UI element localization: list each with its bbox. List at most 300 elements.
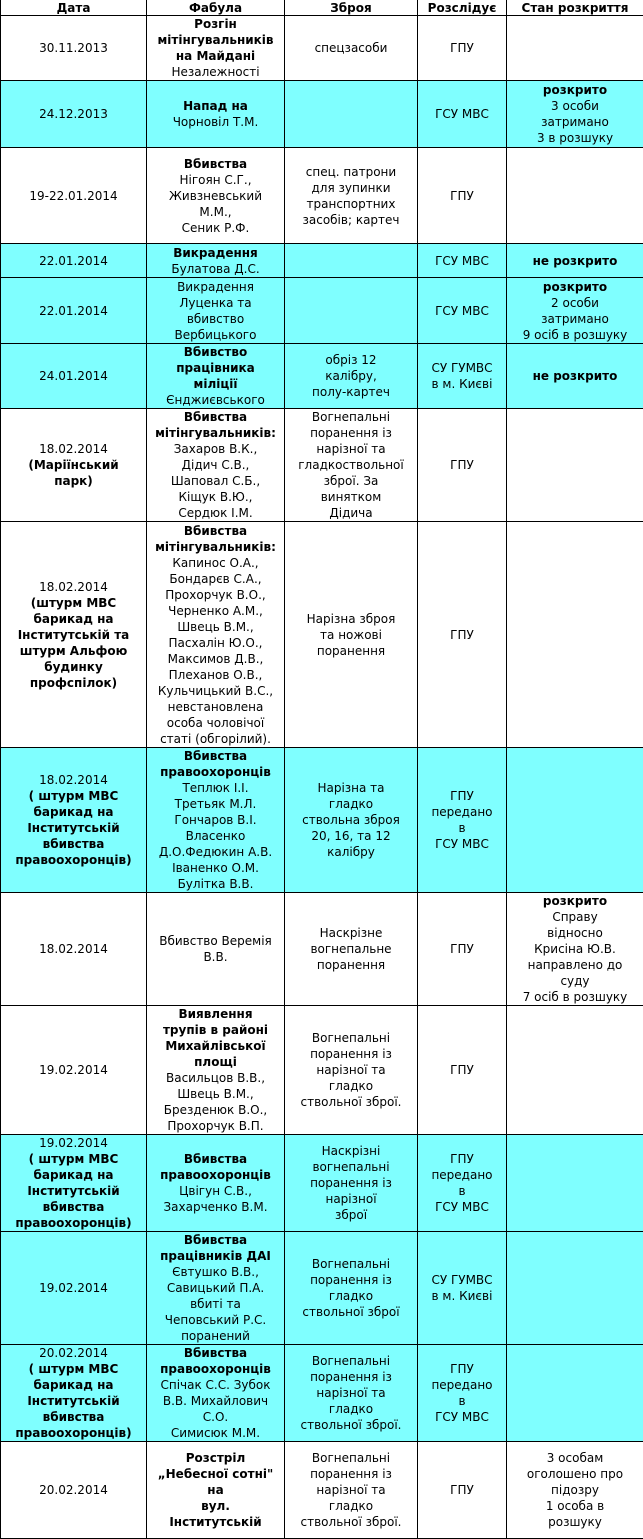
- cell-investigator-line: передано: [431, 1168, 493, 1182]
- table-row: [1, 1442, 643, 1539]
- cell-fabula-line: правоохоронців: [160, 1168, 271, 1182]
- cell-weapon: [285, 409, 418, 522]
- cell-date: [1, 344, 147, 409]
- cell-investigator: [418, 244, 507, 278]
- cell-fabula-line: статі (обгорілий).: [160, 731, 271, 746]
- cell-weapon-line: та ножові: [320, 627, 382, 642]
- cell-weapon-line: зброї. За: [323, 474, 379, 488]
- cell-date-line: 22.01.2014: [39, 253, 108, 268]
- cell-date-line: 19.02.2014: [39, 1063, 108, 1077]
- cell-fabula-line: Вбивство: [183, 345, 248, 359]
- cell-date-line: 22.01.2014: [39, 303, 108, 318]
- cell-fabula-line: В.В.: [203, 950, 228, 964]
- cell-fabula: [147, 1006, 285, 1135]
- cell-fabula: [147, 1345, 285, 1442]
- cell-weapon-line: поранення: [316, 643, 386, 658]
- cell-fabula-line: Вбивство Веремія: [159, 934, 272, 948]
- cell-date: [1, 1345, 147, 1442]
- cell-weapon-line: Наскрізні: [321, 1144, 381, 1158]
- cell-date: [1, 148, 147, 244]
- cell-fabula-line: Нігоян С.Г.,: [179, 172, 252, 187]
- cell-weapon: [285, 1006, 418, 1135]
- cell-fabula-line: Плеханов О.В.,: [168, 667, 263, 682]
- table-body: [1, 16, 643, 1539]
- cell-weapon-line: для зупинки: [311, 180, 391, 195]
- cell-weapon-line: поранення із: [310, 426, 392, 440]
- cell-investigator: [418, 1345, 507, 1442]
- cell-weapon-line: гладко: [328, 1079, 374, 1093]
- cell-status-line: відносно: [547, 926, 603, 940]
- cell-fabula-line: Вербицького: [174, 327, 257, 342]
- cell-fabula: [147, 1232, 285, 1345]
- cell-date: [1, 1006, 147, 1135]
- cell-investigator-line: в м. Києві: [431, 377, 493, 391]
- cell-fabula-line: правоохоронців: [160, 1362, 271, 1376]
- cell-status-line: розкрито: [542, 279, 608, 294]
- cell-status-line: 3 в розшуку: [536, 131, 614, 145]
- cell-date-line: барикад на: [33, 1168, 114, 1182]
- cell-fabula: [147, 409, 285, 522]
- cell-status: [507, 748, 643, 893]
- table-row: [1, 278, 643, 344]
- cell-fabula-line: Напад на: [183, 99, 248, 113]
- cell-investigator-line: в: [458, 821, 466, 835]
- cell-weapon-line: ствольної зброї.: [300, 1515, 402, 1529]
- cell-investigator: [418, 278, 507, 344]
- cell-fabula-line: Шаповал С.Б.,: [170, 474, 261, 488]
- cell-date-line: 19-22.01.2014: [29, 188, 118, 203]
- cell-fabula-line: Сеник Р.Ф.: [181, 220, 250, 235]
- cell-weapon-line: винятком: [320, 490, 382, 504]
- cell-investigator-line: ГСУ МВС: [435, 1410, 489, 1424]
- cell-status: [507, 81, 643, 148]
- cell-fabula-line: Захаров В.К.,: [173, 442, 258, 456]
- cell-date-line: (штурм МВС: [30, 595, 117, 610]
- cell-fabula-line: Вбивства: [183, 1152, 248, 1166]
- cell-fabula-line: Булатова Д.С.: [171, 261, 260, 276]
- cell-fabula: [147, 81, 285, 148]
- cell-date-line: 20.02.2014: [39, 1483, 108, 1497]
- cell-investigator-line: ГПУ: [450, 1152, 474, 1166]
- cell-investigator: [418, 148, 507, 244]
- cell-date-line: правоохоронців): [15, 1216, 132, 1230]
- table-row: [1, 244, 643, 278]
- cell-investigator-line: ГСУ МВС: [435, 107, 489, 121]
- cell-date-line: 30.11.2013: [39, 41, 108, 55]
- cell-fabula: [147, 748, 285, 893]
- cell-fabula-line: Розстріл: [185, 1451, 246, 1465]
- cell-date: [1, 522, 147, 748]
- cell-status-line: 3 особам: [546, 1451, 604, 1465]
- cell-date-line: вбивства: [42, 837, 105, 851]
- cell-weapon-line: поранення із: [310, 1176, 392, 1190]
- cell-fabula-line: Викрадення: [177, 279, 254, 294]
- cell-investigator: [418, 409, 507, 522]
- cell-fabula-line: Швець В.М.,: [177, 1087, 254, 1101]
- cell-fabula: [147, 278, 285, 344]
- cell-fabula: [147, 522, 285, 748]
- cell-weapon: [285, 522, 418, 748]
- cell-date-line: ( штурм МВС: [28, 1362, 119, 1376]
- cell-fabula: [147, 148, 285, 244]
- cell-date: [1, 409, 147, 522]
- cell-fabula-line: трупів в районі: [162, 1023, 269, 1037]
- cell-weapon: [285, 148, 418, 244]
- cell-investigator-line: ГСУ МВС: [435, 253, 489, 268]
- cell-investigator: [418, 522, 507, 748]
- cell-fabula-line: Гончаров В.І.: [174, 813, 257, 827]
- cell-investigator: [418, 1442, 507, 1539]
- cell-date: [1, 16, 147, 81]
- cell-weapon-line: ствольної зброї.: [300, 1418, 402, 1432]
- cell-fabula-line: мітінгувальників:: [155, 539, 276, 554]
- cell-fabula-line: Чеповський Р.С.: [164, 1313, 267, 1327]
- header-status: Стан розкриття: [507, 0, 643, 16]
- cell-fabula-line: Захарченко В.М.: [163, 1200, 268, 1214]
- cell-investigator-line: ГПУ: [450, 1063, 474, 1077]
- cell-investigator: [418, 16, 507, 81]
- cell-investigator-line: в: [458, 1394, 466, 1408]
- table-row: [1, 1345, 643, 1442]
- cell-fabula-line: Савицький П.А.: [166, 1281, 265, 1295]
- cell-status: [507, 1006, 643, 1135]
- cell-investigator: [418, 1006, 507, 1135]
- cell-date-line: 20.02.2014: [39, 1346, 108, 1360]
- cell-date: [1, 1442, 147, 1539]
- cell-weapon-line: транспортних: [306, 196, 396, 211]
- cell-weapon-line: Вогнепальні: [311, 1354, 391, 1368]
- cell-weapon-line: калібру,: [325, 369, 377, 383]
- table-row: [1, 748, 643, 893]
- cell-weapon-line: спец. патрони: [305, 164, 397, 179]
- cell-fabula-line: Сердюк І.М.: [178, 506, 253, 520]
- cell-weapon-line: поранення із: [310, 1047, 392, 1061]
- cell-fabula-line: правоохоронців: [160, 765, 271, 779]
- cell-fabula-line: Кіщук В.Ю.,: [178, 490, 253, 504]
- cell-date-line: барикад на: [33, 805, 114, 819]
- cell-status-line: суду: [560, 974, 590, 988]
- header-row: [1, 0, 643, 16]
- cell-fabula-line: Третьяк М.Л.: [174, 797, 257, 811]
- cell-fabula-line: „Небесної сотні": [157, 1467, 274, 1481]
- cell-date-line: 18.02.2014: [39, 942, 108, 956]
- cell-weapon-line: поранення: [316, 958, 386, 972]
- cell-fabula-line: Булітка В.В.: [177, 877, 254, 891]
- cell-status-line: оголошено про: [526, 1467, 624, 1481]
- cell-status: [507, 148, 643, 244]
- cell-status: [507, 522, 643, 748]
- cell-investigator-line: ГСУ МВС: [435, 1200, 489, 1214]
- table-row: [1, 344, 643, 409]
- cell-investigator: [418, 1135, 507, 1232]
- cell-fabula-line: Черненко А.М.,: [168, 603, 263, 618]
- cell-investigator-line: СУ ГУМВС: [431, 1273, 493, 1287]
- table-row: [1, 1232, 643, 1345]
- cell-status-line: 9 осіб в розшуку: [522, 327, 628, 342]
- cell-status: [507, 16, 643, 81]
- cell-date-line: 19.02.2014: [39, 1281, 108, 1295]
- cell-weapon: [285, 1442, 418, 1539]
- cell-weapon-line: Нарізна зброя: [306, 611, 396, 626]
- cell-fabula-line: Брезденюк В.О.,: [163, 1103, 268, 1117]
- cell-investigator-line: ГПУ: [450, 1483, 474, 1497]
- cell-fabula-line: М.М.,: [199, 204, 232, 219]
- cell-weapon-line: ствольної зброї: [302, 1305, 400, 1319]
- cell-fabula-line: Вбивства: [183, 749, 248, 763]
- cell-status-line: підозру: [551, 1483, 599, 1497]
- cell-status-line: 1 особа в: [545, 1499, 605, 1513]
- cell-weapon: [285, 748, 418, 893]
- cell-weapon-line: нарізної та: [316, 1386, 386, 1400]
- cell-weapon: [285, 16, 418, 81]
- cell-weapon-line: ствольної зброї.: [300, 1095, 402, 1109]
- cell-fabula-line: Цвігун С.В.,: [179, 1184, 252, 1198]
- cell-status-line: не розкрито: [532, 253, 618, 268]
- cell-investigator: [418, 893, 507, 1006]
- cell-fabula-line: площі: [194, 1055, 237, 1069]
- cell-date-line: Інститутській: [27, 821, 120, 835]
- cell-weapon-line: обріз 12: [325, 353, 377, 367]
- cell-fabula-line: Прохорчук В.П.: [167, 1119, 264, 1133]
- cell-date-line: правоохоронців): [15, 1426, 132, 1440]
- cell-fabula-line: Іваненко О.М.: [172, 861, 259, 875]
- cell-weapon-line: Вогнепальні: [311, 410, 391, 424]
- cell-status: [507, 1442, 643, 1539]
- cell-fabula-line: Вбивства: [183, 1346, 248, 1360]
- cell-status: [507, 1232, 643, 1345]
- table-row: [1, 1135, 643, 1232]
- cell-fabula-line: Кульчицький В.С.,: [157, 683, 274, 698]
- cell-date-line: 24.12.2013: [39, 107, 108, 121]
- cell-date: [1, 748, 147, 893]
- cell-fabula-line: мітінгувальників: [157, 33, 274, 47]
- cell-investigator-line: ГСУ МВС: [435, 303, 489, 318]
- cell-weapon-line: гладко: [328, 1402, 374, 1416]
- cell-date-line: правоохоронців): [15, 853, 132, 867]
- cell-fabula-line: на Майдані: [175, 49, 256, 63]
- cell-fabula-line: вбивство: [186, 311, 245, 326]
- cell-weapon-line: нарізної та: [316, 1483, 386, 1497]
- cell-fabula-line: Бондарєв С.А.,: [169, 571, 262, 586]
- cell-investigator-line: в м. Києві: [431, 1289, 493, 1303]
- cell-fabula-line: Луценка та: [179, 295, 252, 310]
- cell-investigator-line: ГПУ: [450, 789, 474, 803]
- cell-fabula: [147, 1135, 285, 1232]
- cell-weapon-line: зброї: [334, 1208, 368, 1222]
- cell-status-line: не розкрито: [532, 369, 618, 383]
- cell-status-line: 2 особи: [551, 295, 599, 310]
- cell-status-line: розкрито: [542, 894, 608, 908]
- cell-fabula-line: Виявлення: [178, 1007, 253, 1021]
- cell-date-line: вбивства: [42, 1410, 105, 1424]
- cell-fabula-line: Максимов Д.В.,: [167, 651, 264, 666]
- cell-weapon-line: Вогнепальні: [311, 1451, 391, 1465]
- cell-fabula-line: Чорновіл Т.М.: [172, 115, 259, 129]
- cell-investigator-line: ГПУ: [450, 1362, 474, 1376]
- cell-weapon-line: гладко: [328, 1289, 374, 1303]
- cell-date: [1, 81, 147, 148]
- table-row: [1, 522, 643, 748]
- cell-date-line: (Маріїнський: [28, 458, 119, 472]
- cell-investigator-line: передано: [431, 805, 493, 819]
- cell-weapon-line: Вогнепальні: [311, 1257, 391, 1271]
- table-row: [1, 409, 643, 522]
- cell-weapon-line: вогнепальне: [310, 942, 392, 956]
- cell-fabula-line: Швець В.М.,: [177, 619, 254, 634]
- cell-date: [1, 893, 147, 1006]
- cell-fabula-line: Теплюк І.І.: [182, 781, 249, 795]
- cell-date: [1, 1135, 147, 1232]
- table-row: [1, 1006, 643, 1135]
- cell-fabula-line: Власенко: [185, 829, 246, 843]
- cell-weapon-line: гладко: [328, 1499, 374, 1513]
- cell-fabula-line: В.В. Михайлович: [162, 1394, 269, 1408]
- cell-date-line: профспілок): [29, 675, 118, 690]
- header-fabula: Фабула: [147, 0, 285, 16]
- cell-fabula-line: невстановлена: [167, 699, 264, 714]
- cell-fabula-line: Розгін: [194, 17, 237, 31]
- cell-weapon-line: нарізної: [325, 1192, 377, 1206]
- cell-date-line: барикад на: [33, 1378, 114, 1392]
- cell-weapon-line: нарізної та: [316, 1063, 386, 1077]
- cell-date: [1, 1232, 147, 1345]
- cell-date-line: Інститутській та: [17, 627, 130, 642]
- cell-fabula-line: Капинос О.А.,: [172, 555, 259, 570]
- cell-weapon-line: поранення із: [310, 1273, 392, 1287]
- cell-date: [1, 244, 147, 278]
- cell-fabula-line: Незалежності: [171, 65, 260, 79]
- cell-fabula: [147, 893, 285, 1006]
- cell-weapon-line: 20, 16, та 12: [311, 829, 391, 843]
- cell-investigator: [418, 1232, 507, 1345]
- cell-status-line: затримано: [541, 115, 609, 129]
- cell-weapon-line: Нарізна та: [317, 781, 385, 795]
- table-row: [1, 893, 643, 1006]
- cell-fabula-line: Вбивства: [183, 523, 248, 538]
- cell-status: [507, 344, 643, 409]
- cell-weapon-line: Вогнепальні: [311, 1031, 391, 1045]
- cell-fabula-line: міліції: [193, 377, 238, 391]
- cell-weapon: [285, 1135, 418, 1232]
- cell-weapon-line: засобів; картеч: [302, 212, 400, 227]
- cell-date-line: 24.01.2014: [39, 369, 108, 383]
- cell-fabula-line: Д.О.Федюкин А.В.: [158, 845, 273, 859]
- cell-fabula-line: Вбивства: [183, 410, 248, 424]
- cell-date-line: вбивства: [42, 1200, 105, 1214]
- cell-date-line: ( штурм МВС: [28, 789, 119, 803]
- header-investigator: Розслідує: [418, 0, 507, 16]
- cell-status-line: направлено до: [527, 958, 623, 972]
- table-row: [1, 81, 643, 148]
- cell-investigator-line: ГПУ: [450, 458, 474, 472]
- cell-investigator-line: ГСУ МВС: [435, 837, 489, 851]
- cell-fabula-line: Єнджиєвського: [166, 393, 265, 407]
- cell-weapon-line: ствольна зброя: [302, 813, 400, 827]
- cell-fabula-line: Симисюк М.М.: [170, 1426, 261, 1440]
- cell-date-line: 19.02.2014: [39, 1136, 108, 1150]
- cell-fabula-line: Пасхалін Ю.О.,: [168, 635, 263, 650]
- cell-status-line: розкрито: [542, 83, 608, 97]
- cell-fabula: [147, 244, 285, 278]
- cell-status: [507, 893, 643, 1006]
- cell-fabula-line: працівників ДАІ: [160, 1249, 271, 1263]
- cell-fabula-line: Інститутській: [169, 1515, 262, 1529]
- cell-fabula: [147, 1442, 285, 1539]
- table-row: [1, 148, 643, 244]
- cell-fabula-line: поранений: [181, 1329, 250, 1343]
- cell-weapon: [285, 81, 418, 148]
- cell-date-line: барикад на: [33, 611, 114, 626]
- cell-fabula-line: Спічак С.С. Зубок: [160, 1378, 271, 1392]
- cell-fabula-line: працівника: [176, 361, 255, 375]
- cell-fabula-line: Михайлівської: [165, 1039, 266, 1053]
- cell-status-line: розшуку: [548, 1515, 602, 1529]
- cell-investigator-line: ГПУ: [450, 627, 474, 642]
- cell-fabula-line: мітінгувальників:: [155, 426, 276, 440]
- cell-fabula-line: Дідич С.В.,: [181, 458, 250, 472]
- cell-status: [507, 278, 643, 344]
- cell-weapon-line: полу-картеч: [312, 385, 390, 399]
- cell-investigator-line: в: [458, 1184, 466, 1198]
- cell-weapon-line: гладкоствольної: [298, 458, 404, 472]
- cell-weapon: [285, 1232, 418, 1345]
- cell-date-line: парк): [54, 474, 93, 488]
- cell-fabula-line: Вбивства: [183, 156, 248, 171]
- cell-investigator-line: ГПУ: [450, 41, 474, 55]
- cell-fabula-line: Прохорчук В.О.,: [165, 587, 266, 602]
- cell-status-line: 3 особи: [551, 99, 599, 113]
- cell-status-line: 7 осіб в розшуку: [522, 990, 628, 1004]
- cell-date-line: Інститутській: [27, 1394, 120, 1408]
- cell-fabula-line: Викрадення: [173, 245, 258, 260]
- cell-weapon-line: нарізної та: [316, 442, 386, 456]
- cell-date-line: 18.02.2014: [39, 442, 108, 456]
- cell-weapon-line: гладко: [328, 797, 374, 811]
- cell-date-line: штурм Альфою: [19, 643, 128, 658]
- cell-fabula-line: вбиті та: [190, 1297, 241, 1311]
- cell-weapon-line: вогнепальні: [312, 1160, 390, 1174]
- cell-fabula-line: особа чоловічої: [166, 715, 265, 730]
- cell-date-line: 18.02.2014: [39, 773, 108, 787]
- cell-weapon-line: калібру: [327, 845, 375, 859]
- cell-investigator: [418, 344, 507, 409]
- cell-date-line: ( штурм МВС: [28, 1152, 119, 1166]
- cell-investigator-line: передано: [431, 1378, 493, 1392]
- cell-weapon-line: Дідича: [329, 506, 373, 520]
- cell-fabula-line: Васильцов В.В.,: [165, 1071, 266, 1085]
- cell-weapon-line: спецзасоби: [314, 41, 388, 55]
- cell-investigator: [418, 748, 507, 893]
- cell-status-line: затримано: [541, 311, 609, 326]
- cell-fabula-line: С.О.: [202, 1410, 229, 1424]
- cell-status-line: Справу: [552, 910, 598, 924]
- cell-investigator-line: ГПУ: [450, 188, 474, 203]
- cell-fabula: [147, 344, 285, 409]
- header-date: Дата: [1, 0, 147, 16]
- cell-weapon-line: поранення із: [310, 1467, 392, 1481]
- cell-fabula-line: вул.: [201, 1499, 230, 1513]
- cell-investigator: [418, 81, 507, 148]
- cell-weapon-line: Наскрізне: [319, 926, 383, 940]
- table-row: [1, 16, 643, 81]
- cell-date-line: будинку: [44, 659, 103, 674]
- cell-weapon: [285, 893, 418, 1006]
- cell-fabula-line: на: [207, 1483, 224, 1497]
- cell-fabula-line: Вбивства: [183, 1233, 248, 1247]
- cell-date: [1, 278, 147, 344]
- cell-fabula-line: Живзневський: [169, 188, 262, 203]
- cell-weapon: [285, 344, 418, 409]
